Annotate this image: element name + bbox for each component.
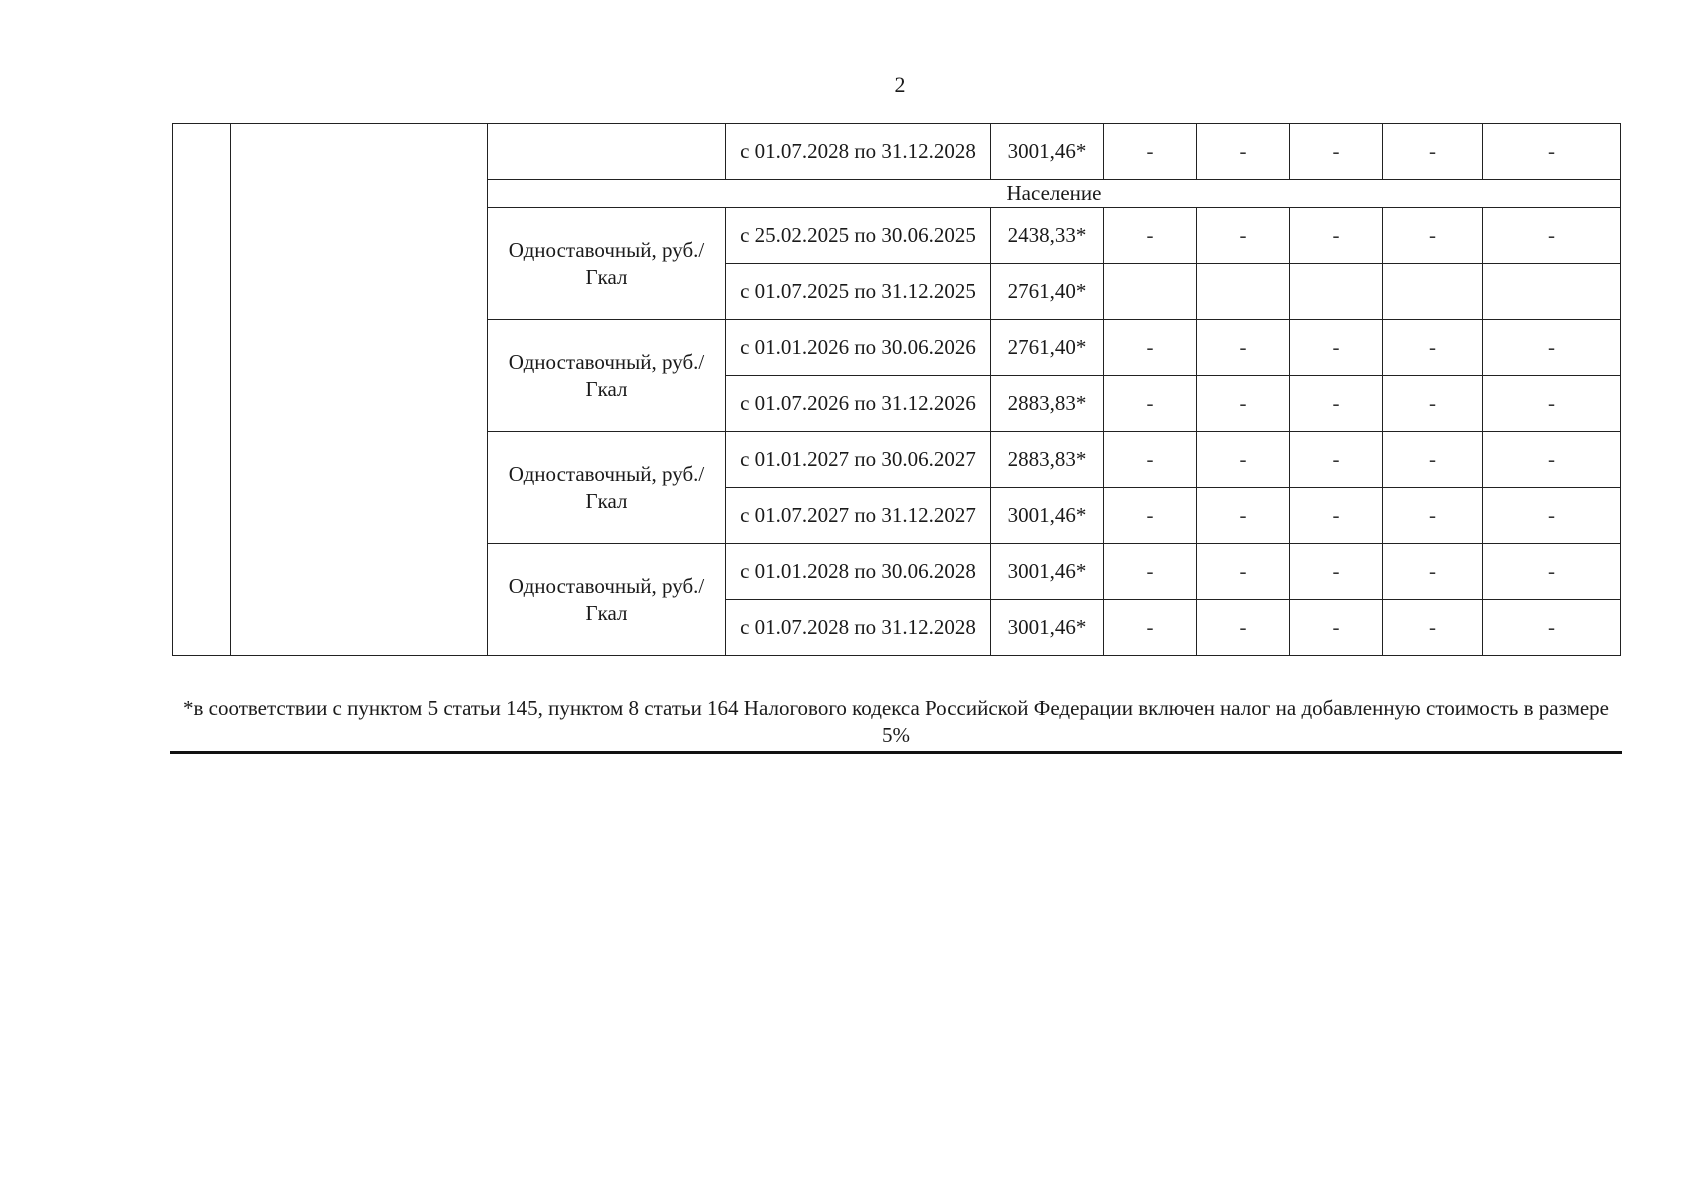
- tariff-value-cell: 2883,83*: [991, 432, 1104, 488]
- period-cell: с 01.07.2027 по 31.12.2027: [726, 488, 991, 544]
- extra-cell: -: [1197, 432, 1290, 488]
- extra-cell: -: [1483, 488, 1621, 544]
- extra-cell: -: [1383, 432, 1483, 488]
- tariff-value-cell: 3001,46*: [991, 488, 1104, 544]
- extra-cell: -: [1483, 376, 1621, 432]
- extra-cell: [1104, 264, 1197, 320]
- period-cell: с 01.07.2028 по 31.12.2028: [726, 124, 991, 180]
- period-cell: с 01.07.2025 по 31.12.2025: [726, 264, 991, 320]
- extra-cell: -: [1104, 432, 1197, 488]
- extra-cell: -: [1483, 544, 1621, 600]
- tariff-value-cell: 3001,46*: [991, 124, 1104, 180]
- extra-cell: -: [1197, 124, 1290, 180]
- number-cell: [173, 124, 231, 656]
- extra-cell: -: [1483, 432, 1621, 488]
- footnote: *в соответствии с пунктом 5 статьи 145, пунктом 8 статьи 164 Налогового кодекса Российской Федерации включен налог на добавленную стоимость в размере 5%: [170, 695, 1622, 754]
- period-cell: с 01.07.2026 по 31.12.2026: [726, 376, 991, 432]
- extra-cell: -: [1104, 376, 1197, 432]
- table-row: [173, 124, 1621, 180]
- page-number: 2: [894, 72, 906, 97]
- extra-cell: -: [1104, 124, 1197, 180]
- period-cell: с 01.07.2028 по 31.12.2028: [726, 600, 991, 656]
- extra-cell: -: [1104, 600, 1197, 656]
- extra-cell: -: [1383, 544, 1483, 600]
- tariff-value-cell: 2883,83*: [991, 376, 1104, 432]
- tariff-table: [172, 123, 1621, 656]
- extra-cell: -: [1290, 320, 1383, 376]
- extra-cell: [1483, 264, 1621, 320]
- tariff-value-cell: 2761,40*: [991, 264, 1104, 320]
- period-cell: с 01.01.2027 по 30.06.2027: [726, 432, 991, 488]
- extra-cell: -: [1104, 208, 1197, 264]
- extra-cell: -: [1197, 376, 1290, 432]
- rate-cell: Одноставочный, руб./Гкал: [488, 432, 726, 544]
- extra-cell: -: [1383, 208, 1483, 264]
- rate-cell: Одноставочный, руб./Гкал: [488, 544, 726, 656]
- extra-cell: [1383, 264, 1483, 320]
- period-cell: с 01.01.2028 по 30.06.2028: [726, 544, 991, 600]
- section-label: Население: [488, 180, 1621, 208]
- extra-cell: -: [1197, 600, 1290, 656]
- extra-cell: -: [1290, 600, 1383, 656]
- period-cell: с 25.02.2025 по 30.06.2025: [726, 208, 991, 264]
- rate-cell: Одноставочный, руб./Гкал: [488, 320, 726, 432]
- extra-cell: -: [1383, 488, 1483, 544]
- extra-cell: -: [1383, 320, 1483, 376]
- extra-cell: -: [1383, 600, 1483, 656]
- extra-cell: -: [1483, 208, 1621, 264]
- tariff-value-cell: 3001,46*: [991, 600, 1104, 656]
- tariff-value-cell: 2761,40*: [991, 320, 1104, 376]
- extra-cell: -: [1197, 488, 1290, 544]
- extra-cell: [1290, 264, 1383, 320]
- rate-cell: Одноставочный, руб./Гкал: [488, 208, 726, 320]
- extra-cell: -: [1290, 432, 1383, 488]
- extra-cell: -: [1290, 208, 1383, 264]
- extra-cell: -: [1290, 488, 1383, 544]
- period-cell: с 01.01.2026 по 30.06.2026: [726, 320, 991, 376]
- extra-cell: -: [1197, 208, 1290, 264]
- extra-cell: -: [1483, 124, 1621, 180]
- extra-cell: -: [1290, 544, 1383, 600]
- extra-cell: -: [1197, 544, 1290, 600]
- extra-cell: -: [1197, 320, 1290, 376]
- extra-cell: [1197, 264, 1290, 320]
- extra-cell: -: [1104, 488, 1197, 544]
- extra-cell: -: [1483, 600, 1621, 656]
- extra-cell: -: [1104, 320, 1197, 376]
- extra-cell: -: [1383, 376, 1483, 432]
- organization-cell: [231, 124, 488, 656]
- extra-cell: -: [1290, 376, 1383, 432]
- extra-cell: -: [1483, 320, 1621, 376]
- extra-cell: -: [1290, 124, 1383, 180]
- rate-cell: [488, 124, 726, 180]
- extra-cell: -: [1383, 124, 1483, 180]
- extra-cell: -: [1104, 544, 1197, 600]
- tariff-value-cell: 3001,46*: [991, 544, 1104, 600]
- tariff-value-cell: 2438,33*: [991, 208, 1104, 264]
